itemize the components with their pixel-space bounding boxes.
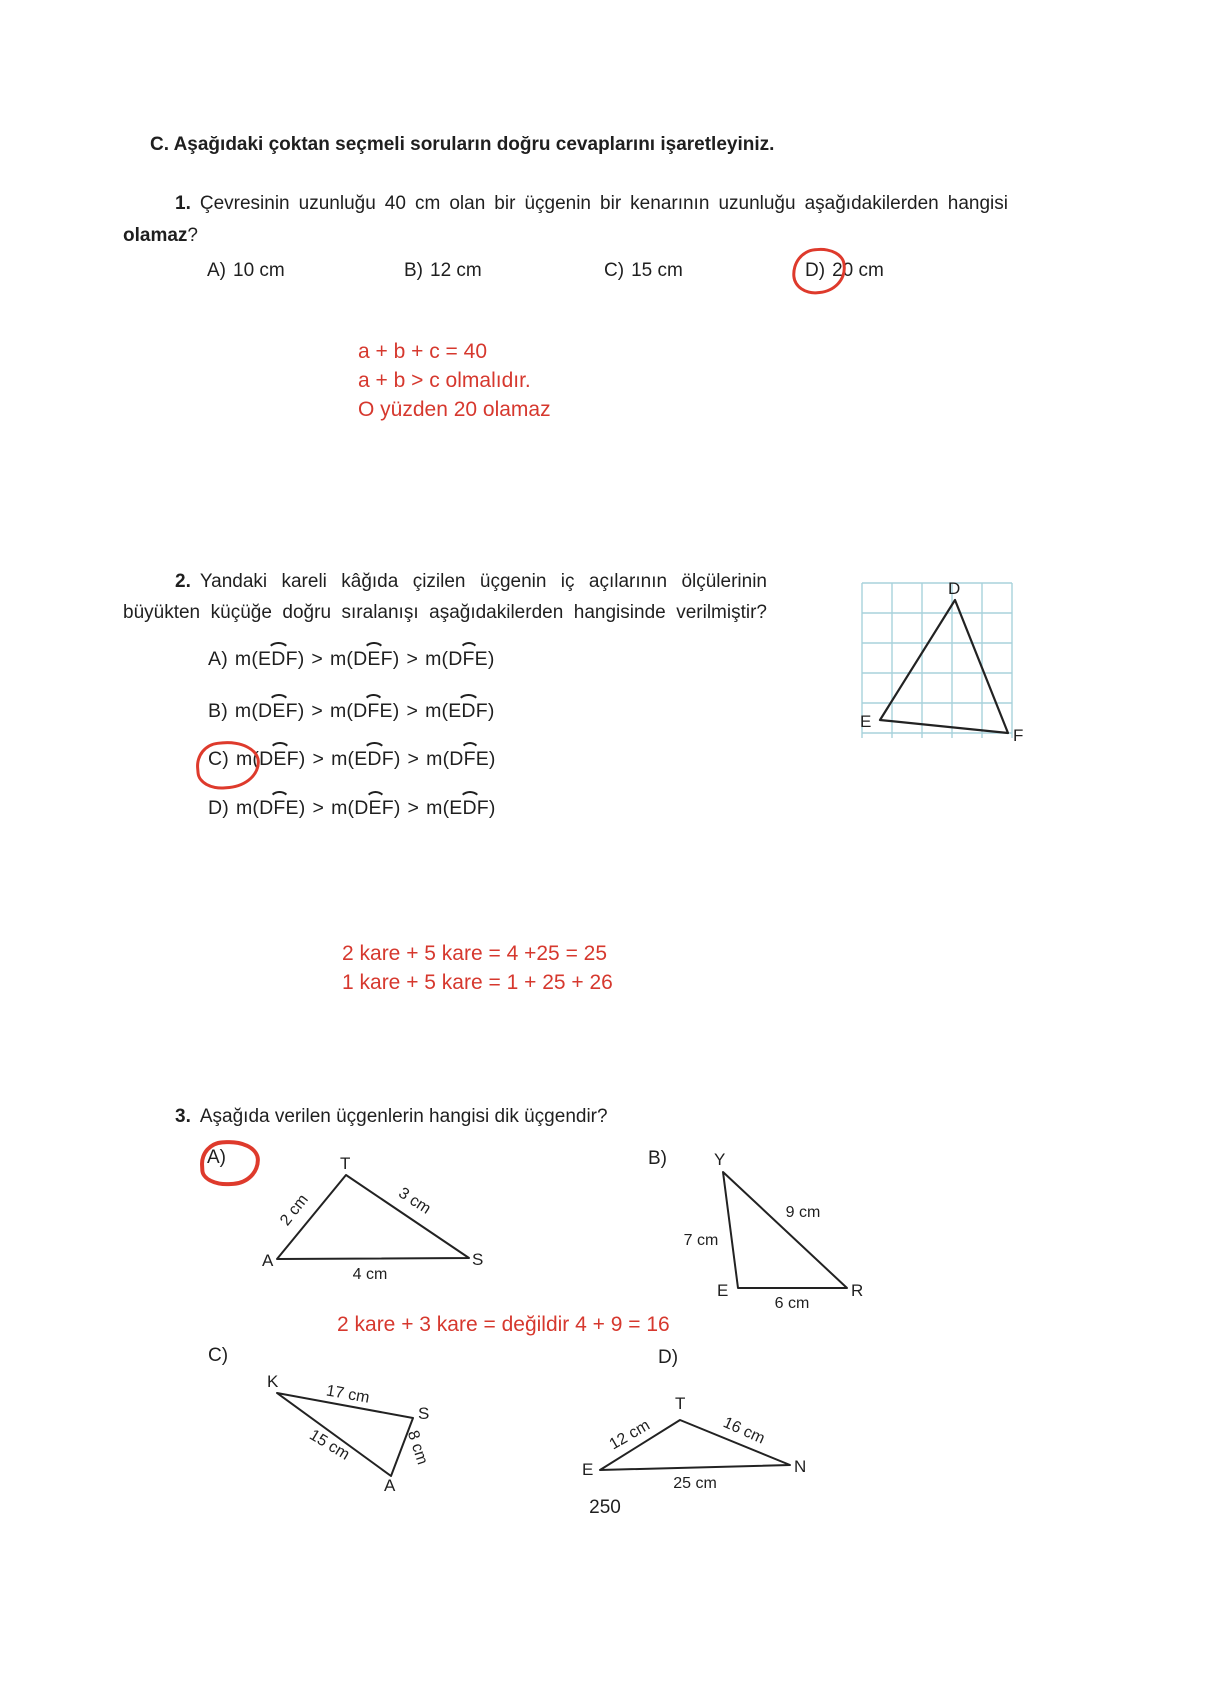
q3-figure-d xyxy=(570,1393,825,1498)
q2-line1: Yandaki kareli kâğıda çizilen üçgenin iç açılarının ölçülerinin xyxy=(199,571,767,592)
side-label: 8 cm xyxy=(403,1428,431,1467)
answer-circle-q1-d xyxy=(790,246,848,297)
vertex-label: T xyxy=(340,1154,351,1173)
q3-option-label-d: D) xyxy=(658,1347,679,1368)
side-label: 12 cm xyxy=(606,1416,653,1454)
q3-option-label-a: A) xyxy=(207,1147,226,1168)
vertex-label: E xyxy=(582,1460,594,1479)
note-line: 2 kare + 3 kare = değildir 4 + 9 = 16 xyxy=(337,1313,670,1336)
option-label: D) xyxy=(805,260,826,281)
q2-option-c: C) m(DEF) > m(EDF) > m(DFE) xyxy=(208,748,496,770)
q3-text xyxy=(175,1105,608,1130)
q3-figure-c xyxy=(255,1373,490,1498)
side-label: 16 cm xyxy=(720,1414,768,1448)
side-label: 9 cm xyxy=(785,1204,821,1221)
answer-circle-q2-c xyxy=(194,738,262,791)
vertex-label: N xyxy=(794,1457,807,1476)
q1-option-a xyxy=(207,260,285,282)
vertex-label: Y xyxy=(714,1150,726,1169)
option-label: C) xyxy=(604,260,625,281)
angle-term: m(DFE) xyxy=(329,700,400,722)
page-number: 250 xyxy=(589,1497,621,1518)
vertex-label: R xyxy=(851,1281,864,1300)
vertex-label-e: E xyxy=(860,712,872,731)
q1-question-mark: ? xyxy=(187,225,198,246)
q3-figure-b xyxy=(655,1150,875,1318)
triangle-def xyxy=(880,600,1008,733)
vertex-label: T xyxy=(675,1394,686,1413)
vertex-label: A xyxy=(262,1251,274,1270)
angle-term: m(EDF) xyxy=(426,797,496,819)
triangle-ksa xyxy=(277,1393,413,1476)
side-label: 6 cm xyxy=(774,1295,810,1312)
triangle-yer xyxy=(723,1172,847,1288)
option-value: 15 cm xyxy=(631,260,683,281)
q3-number: 3. xyxy=(175,1106,191,1127)
side-label: 2 cm xyxy=(277,1191,312,1230)
angle-term: m(DFE) xyxy=(235,797,306,819)
q1-option-c xyxy=(604,260,683,282)
option-label: B) xyxy=(208,700,228,722)
angle-term: m(DFE) xyxy=(425,648,495,670)
note-line: 1 kare + 5 kare = 1 + 25 + 26 xyxy=(342,971,613,994)
q1-number: 1. xyxy=(175,193,191,214)
side-label: 15 cm xyxy=(306,1426,353,1464)
q2-option-d: D) m(DFE) > m(DEF) > m(EDF) xyxy=(208,797,496,819)
vertex-label-f: F xyxy=(1013,726,1024,745)
note-line: O yüzden 20 olamaz xyxy=(358,398,551,421)
q3-handwritten-note xyxy=(337,1310,670,1339)
q2-number: 2. xyxy=(175,571,191,592)
option-value: 10 cm xyxy=(233,260,285,281)
q2-option-a: A) m(EDF) > m(DEF) > m(DFE) xyxy=(208,648,495,670)
option-label: A) xyxy=(207,260,226,281)
q1-text-line1 xyxy=(175,192,1008,217)
q2-text-line2 xyxy=(123,601,767,626)
option-label: A) xyxy=(208,648,228,670)
option-label: D) xyxy=(208,797,229,819)
q2-handwritten-note xyxy=(342,939,613,997)
q1-option-b xyxy=(404,260,482,282)
q1-text-line2 xyxy=(123,224,198,249)
q3-figure-a xyxy=(250,1155,490,1290)
q3-option-label-b: B) xyxy=(648,1148,667,1169)
vertex-label: E xyxy=(717,1281,729,1300)
angle-term: m(DFE) xyxy=(426,748,496,770)
q1-handwritten-note xyxy=(358,337,551,424)
vertex-label: S xyxy=(418,1404,430,1423)
side-label: 17 cm xyxy=(324,1382,371,1407)
vertex-label: A xyxy=(384,1476,396,1495)
q3-option-label-c: C) xyxy=(208,1345,229,1366)
angle-term: m(DEF) xyxy=(329,648,400,670)
note-line: a + b > c olmalıdır. xyxy=(358,369,531,392)
angle-term: m(DEF) xyxy=(331,797,401,819)
note-line: a + b + c = 40 xyxy=(358,340,488,363)
side-label: 3 cm xyxy=(395,1184,434,1218)
q1-line1: Çevresinin uzunluğu 40 cm olan bir üçgenin bir kenarının uzunluğu aşağıdakilerden hangisi xyxy=(199,193,1008,214)
note-line: 2 kare + 5 kare = 4 +25 = 25 xyxy=(342,942,608,965)
side-label: 4 cm xyxy=(352,1266,388,1283)
angle-term: m(DEF) xyxy=(234,700,305,722)
vertex-label: K xyxy=(267,1372,279,1391)
triangle-tas xyxy=(277,1175,469,1259)
q2-text-line1 xyxy=(175,570,767,595)
section-header: C. Aşağıdaki çoktan seçmeli soruların doğru cevaplarını işaretleyiniz. xyxy=(150,134,775,155)
vertex-label-d: D xyxy=(948,579,961,598)
q3-question: Aşağıda verilen üçgenlerin hangisi dik üçgendir? xyxy=(199,1106,608,1127)
angle-term: m(DEF) xyxy=(235,748,306,770)
side-label: 7 cm xyxy=(683,1232,719,1249)
q2-line2: büyükten küçüğe doğru sıralanışı aşağıdakilerden hangisinde verilmiştir? xyxy=(123,602,767,623)
q2-grid-figure xyxy=(860,580,1038,750)
angle-term: m(EDF) xyxy=(425,700,495,722)
option-label: C) xyxy=(208,748,229,770)
angle-term: m(EDF) xyxy=(234,648,305,670)
angle-term: m(EDF) xyxy=(331,748,401,770)
option-value: 12 cm xyxy=(430,260,482,281)
q2-option-b: B) m(DEF) > m(DFE) > m(EDF) xyxy=(208,700,495,722)
q1-bold-word: olamaz xyxy=(123,225,188,246)
vertex-label: S xyxy=(472,1250,484,1269)
option-value: 20 cm xyxy=(832,260,884,281)
option-label: B) xyxy=(404,260,423,281)
side-label: 25 cm xyxy=(673,1475,717,1492)
